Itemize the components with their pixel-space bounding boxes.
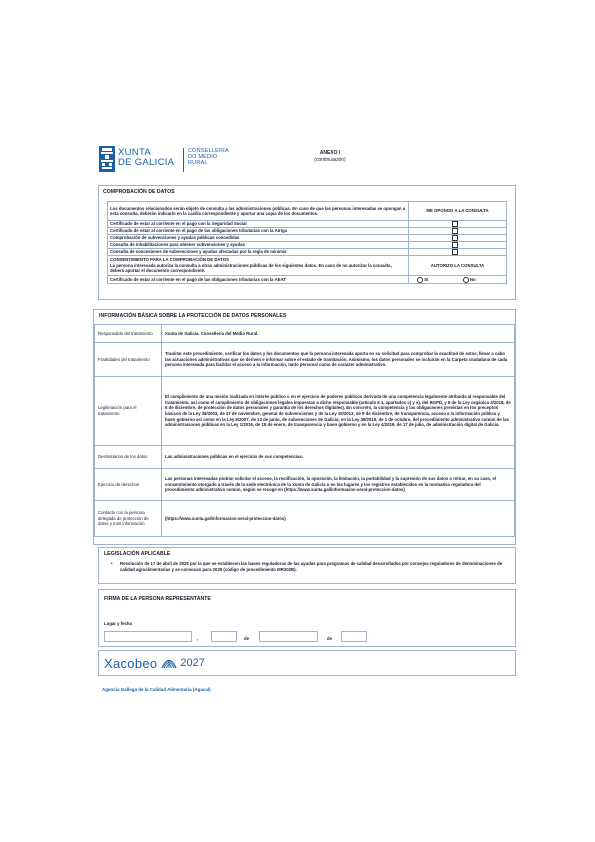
oppose-checkbox[interactable] <box>452 221 458 227</box>
oppose-checkbox[interactable] <box>452 235 458 241</box>
consent-block <box>108 256 409 276</box>
xacobeo-year: 2027 <box>180 657 205 669</box>
dp-text: Las personas interesadas podrán solicitar el acceso, la rectificación, la oposición, la limitación, la portabilidad y la supresión de sus datos o retirar, en su caso, el consentimiento otorgado a través de la sede electrónica de la Xunta de Galicia o en los lugares y los registros establecidos en la normativa reguladora del procedimiento administrativo común, según se recoge en (https://www.xunta.gal/informacion-xeral-proteccion-datos) <box>162 469 515 501</box>
agency-name: Agencia Gallega de la Calidad Alimentaria (Agacal) <box>102 687 211 692</box>
oppose-checkbox[interactable] <box>452 249 458 255</box>
consent-row <box>108 276 507 284</box>
xunta-logo <box>99 146 239 174</box>
oppose-header: ME OPONGO A LA CONSULTA <box>409 202 507 221</box>
cons-line3: RURAL <box>188 160 208 167</box>
section-title: COMPROBACIÓN DE DATOS <box>103 189 175 195</box>
consent-title: CONSENTIMIENTO PARA LA COMPROBACIÓN DE DATOS <box>110 257 229 263</box>
day-input[interactable] <box>211 631 237 642</box>
logo-text <box>118 148 174 168</box>
dp-row <box>95 469 515 501</box>
check-item-label: Consulta de concesiones de subvenciones y ayudas afectadas por la regla de minimis <box>108 249 409 256</box>
check-item-label: Consulta de inhabilitaciones para obtener subvenciones y ayudas <box>108 242 409 249</box>
data-protection-section <box>93 309 516 545</box>
dp-label: Legitimación para el tratamiento <box>95 377 162 446</box>
dp-row <box>95 377 515 446</box>
consellería-name <box>188 148 229 167</box>
month-input[interactable] <box>259 631 318 642</box>
dp-text: El cumplimiento de una misión realizada en interés público o en el ejercicio de poderes públicos derivada de una competencia legalmente atribuida al responsable del tratamiento, así como el cumplimiento de obligaciones legales impuestas a dicho responsable (artículo 6.1, apartados c) y e), del RGPD, y 8 de la Ley orgánica 3/2018, de 5 de diciembre, de protección de datos personales y garantía de los derechos digitales). En concreto, la competencia y las obligaciones previstas en los preceptos básicos de la Ley 38/2003, de 17 de noviembre, general de subvenciones y de la Ley 19/2013, de 9 de diciembre, de transparencia, acceso a la información pública y buen gobierno así como en la Ley 9/2007, de 13 de junio, de subvenciones de Galicia; en la Ley 39/2015, de 1 de octubre, del procedimiento administrativo común de las administraciones públicas en la Ley 1/2016, de 18 de enero, de transparencia y buen gobierno y en la Ley 4/2019, de 17 de julio, de administración digital de Galicia. <box>162 377 515 446</box>
comma-separator: , <box>197 636 199 641</box>
dp-label: Ejercicio de derechos <box>95 469 162 501</box>
authorize-header: AUTORIZO LA CONSULTA <box>409 256 507 276</box>
xunta-emblem-icon <box>99 146 115 172</box>
dp-label: Contacto con la persona delegada de protección de datos y más información <box>95 501 162 537</box>
check-row <box>108 242 507 249</box>
year-input[interactable] <box>341 631 367 642</box>
section-title: FIRMA DE LA PERSONA REPRESENTANTE <box>104 596 211 602</box>
annex-subtitle: (continuación) <box>314 157 346 163</box>
dp-row <box>95 325 515 343</box>
signature-section <box>98 589 516 647</box>
place-date-label: Lugar y fecha <box>104 621 132 626</box>
check-row <box>108 221 507 228</box>
legislation-section <box>98 547 516 584</box>
annex-heading <box>300 150 360 164</box>
cons-line2: DO MEDIO <box>188 154 218 161</box>
legislation-item: • Resolución de 17 de abril de 2025 por la que se establecen las bases reguladoras de las ayudas para programas de calidad desarrollados por consejos reguladores de denominaciones de calidad agroalimentarias y se convocan para 2025 (código de procedimiento MR302B). <box>111 561 509 572</box>
check-item-label: Certificado de estar al corriente en el pago de las obligaciones tributarias con la Atriga <box>108 228 409 235</box>
oppose-checkbox[interactable] <box>452 228 458 234</box>
xacobeo-logo <box>104 656 205 670</box>
xacobeo-text: Xacobeo <box>104 655 158 671</box>
dp-label: Responsable del tratamiento <box>95 325 162 343</box>
consent-item-label: Certificado de estar al corriente en el pago de las obligaciones tributarias con la AEAT <box>108 276 409 284</box>
yes-label: Sí <box>424 276 429 282</box>
xacobeo-banner <box>98 650 516 676</box>
place-input[interactable] <box>104 631 192 642</box>
oppose-checkbox[interactable] <box>452 242 458 248</box>
yes-radio[interactable] <box>417 277 423 283</box>
annex-title: ANEXO I <box>319 150 341 156</box>
no-label: No <box>469 276 476 282</box>
dp-text: Tramitar este procedimiento, verificar los datos y los documentos que la persona interesada aporta en su solicitud para comprobar la exactitud de estos, llevar a cabo las actuaciones administrativas que se deriven e informar sobre el estado de tramitación. Asimismo, los datos personales se incluirán en la Carpeta ciudadana de cada persona interesada para facilitar el acceso a la información, tanto personal como de carácter administrativo. <box>162 343 515 377</box>
logo-line1: XUNTA <box>118 147 151 158</box>
dp-row <box>95 446 515 469</box>
check-row <box>108 235 507 242</box>
de-label: de <box>327 636 333 641</box>
scallop-shell-icon <box>161 657 177 669</box>
logo-separator <box>183 148 184 172</box>
cons-line1: CONSELLERÍA <box>188 148 229 154</box>
dp-label: Finalidades del tratamiento <box>95 343 162 377</box>
check-item-label: Comprobación de subvenciones y ayudas públicas concedidas <box>108 235 409 242</box>
check-row <box>108 228 507 235</box>
data-protection-table <box>94 324 515 537</box>
dp-text: Las administraciones públicas en el ejercicio de sus competencias. <box>162 446 515 469</box>
dp-row <box>95 343 515 377</box>
check-row <box>108 249 507 256</box>
data-check-table <box>107 201 507 284</box>
dp-row <box>95 501 515 537</box>
dp-text: (https://www.xunta.gal/informacion-xeral-proteccion-datos) <box>162 501 515 537</box>
check-item-label: Certificado de estar al corriente en el pago con la Seguridad Social <box>108 221 409 228</box>
legislation-text: Resolución de 17 de abril de 2025 por la que se establecen las bases reguladoras de las ayudas para programas de calidad desarrollados por consejos reguladores de denominaciones de calidad agroalimentarias y se convocan para 2025 (código de procedimiento MR302B). <box>120 561 503 572</box>
dp-label: Destinatarios de los datos <box>95 446 162 469</box>
section-title: INFORMACIÓN BÁSICA SOBRE LA PROTECCIÓN DE DATOS PERSONALES <box>99 313 287 319</box>
no-radio[interactable] <box>463 277 469 283</box>
intro-text: Los documentos relacionados serán objeto de consulta a las administraciones públicas. En caso de que las personas interesadas se opongan a esta consulta, deberán indicarlo en la casilla correspondiente y aportar una copia de los documentos. <box>108 202 409 221</box>
dp-text: Xunta de Galicia. Consellería del Medio Rural. <box>162 325 515 343</box>
de-label: de <box>244 636 250 641</box>
section-title: LEGISLACIÓN APLICABLE <box>104 551 171 557</box>
data-check-section <box>98 185 516 300</box>
consent-text: La persona interesada autoriza la consulta a otras administraciones públicas de los siguientes datos. En caso de no autorizar la consulta, deberá aportar el documento correspondiente. <box>110 262 392 274</box>
logo-line2: DE GALICIA <box>118 157 175 168</box>
